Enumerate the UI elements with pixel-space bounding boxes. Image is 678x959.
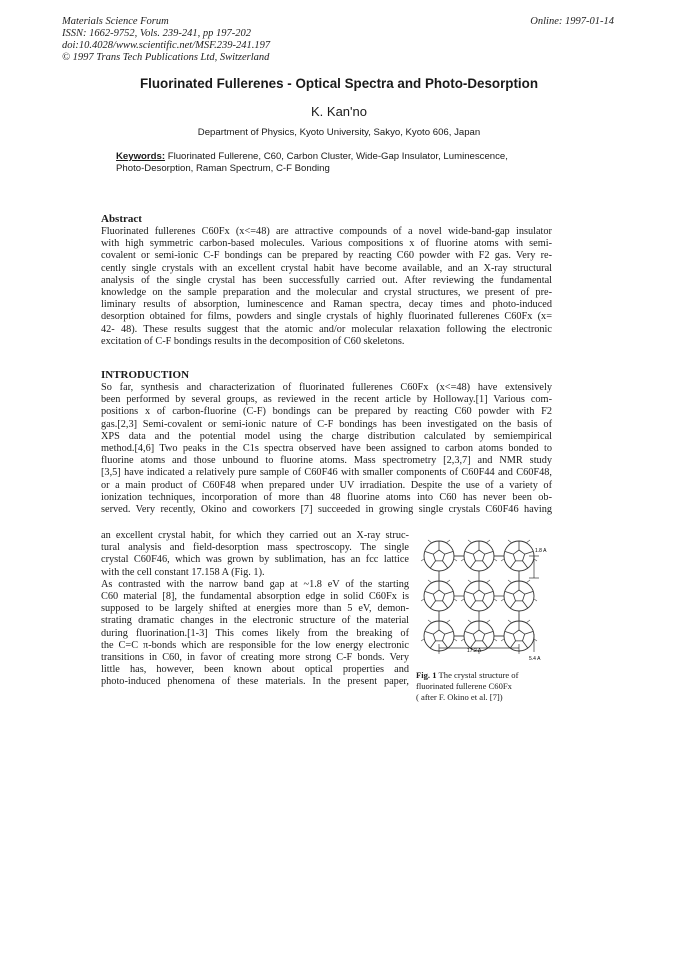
caption-line-2: fluorinated fullerene C60Fx [416, 681, 512, 691]
fcc-lattice-drawing [413, 534, 555, 662]
text-line: Fluorinated fullerenes C60Fx (x<=48) are attractive compounds of a novel wide-band-gap insulator [101, 226, 552, 237]
text-line: during fluorination.[1-3] This comes likely from the breaking of [101, 627, 409, 639]
keywords-line-1: Fluorinated Fullerene, C60, Carbon Cluster, Wide-Gap Insulator, Luminescence, [167, 151, 508, 162]
journal-header [62, 16, 270, 64]
copyright-line: © 1997 Trans Tech Publications Ltd, Switzerland [62, 52, 270, 63]
text-line: desorption obtained for films, powders and single crystals of highly fluorinated fullerenes C60Fx (x= [101, 311, 552, 323]
text-line: method.[4,6] Two peaks in the C1s spectra observed have been assigned to carbon atoms bonded to [101, 442, 552, 454]
dimension-label-b: 17.2 A [467, 648, 482, 654]
online-date: Online: 1997-01-14 [530, 16, 614, 27]
text-line: So far, synthesis and characterization of fluorinated fullerenes C60Fx (x<=48) have extensively [101, 382, 552, 393]
abstract-heading: Abstract [101, 213, 142, 225]
text-line: gas.[2,3] Semi-covalent or semi-ionic nature of C-F bondings has been investigated on the basis of [101, 418, 552, 430]
keywords-label: Keywords: [116, 151, 166, 162]
introduction-wrap-body [101, 530, 409, 688]
dimension-label-c: 5.4 A [529, 656, 541, 662]
text-line: analysis of the single crystal has been successfully carried out. After reviewing the fundamental [101, 274, 552, 286]
caption-line-3: ( after F. Okino et al. [7]) [416, 692, 503, 702]
abstract-body [101, 226, 552, 348]
text-line: knowledge on the sample preparation and the molecular and crystal structures, we present of pre- [101, 286, 552, 298]
text-line: 42- 48). These results suggest that the atomic and/or molecular relaxation following the electronic [101, 323, 552, 335]
paper-title: Fluorinated Fullerenes - Optical Spectra and Photo-Desorption [139, 76, 539, 91]
text-line: XPS data and the potential model using the charge distribution calculated by semiempirical [101, 430, 552, 442]
crystal-structure-figure [413, 534, 555, 662]
text-line: strating dramatic changes in the electronic structure of the material [101, 615, 409, 627]
figure-caption [416, 670, 558, 703]
text-line: tural analysis and field-desorption mass spectroscopy. The single [101, 542, 409, 554]
keywords-line-2: Photo-Desorption, Raman Spectrum, C-F Bonding [116, 163, 330, 174]
text-line: or a main product of C60F48 when prepared under UV irradiation. Despite the use of a variety of [101, 479, 552, 491]
author-name: K. Kan'no [311, 104, 367, 119]
text-line: with the cell constant 17.158 A (Fig. 1). [101, 566, 265, 578]
text-line: liminary results of absorption, luminescence and Raman spectra, decay times and photo-induced [101, 299, 552, 311]
dimension-label-a: 1.8 A [535, 548, 547, 554]
journal-name: Materials Science Forum [62, 16, 169, 27]
text-line: the C=C π-bonds which are responsible for the low energy electronic [101, 639, 409, 651]
text-line: cently single crystals with an excellent crystal habit have become available, and an X-ray structural [101, 262, 552, 274]
text-line: with high symmetric carbon-based molecules. Various compositions x of fluorine atoms with semi- [101, 238, 552, 250]
introduction-heading: INTRODUCTION [101, 369, 190, 381]
text-line: ionization techniques, incorporation of more than 48 fluorine atoms into C60 has never been ob- [101, 491, 552, 503]
text-line: an excellent crystal habit, for which they carried out an X-ray struc- [101, 530, 409, 541]
text-line: crystal C60F46, which was grown by sublimation, has an fcc lattice [101, 554, 409, 566]
issn-line: ISSN: 1662-9752, Vols. 239-241, pp 197-202 [62, 28, 251, 39]
text-line: positions x of carbon-fluorine (C-F) bondings can be prepared by reacting C60 powder with F2 [101, 406, 552, 418]
text-line: served. Very recently, Okino and coworkers [7] succeeded in growing single crystals C60F46 having [101, 503, 552, 515]
introduction-body [101, 382, 552, 516]
doi-line[interactable]: doi:10.4028/www.scientific.net/MSF.239-241.197 [62, 40, 271, 51]
figure-label: Fig. 1 [416, 670, 437, 680]
text-line: excitation of C-F bondings results in the decomposition of C60 skeletons. [101, 335, 405, 347]
text-line: photo-induced phenomena of these materials. In the present paper, [101, 676, 409, 688]
caption-line-1: The crystal structure of [438, 670, 519, 680]
text-line: little has, however, been known about optical properties and [101, 664, 409, 676]
text-line: C60 material [8], the fundamental absorption edge in solid C60Fx is [101, 590, 409, 602]
keywords-block [116, 151, 556, 175]
text-line: As contrasted with the narrow band gap at ~1.8 eV of the starting [101, 578, 409, 590]
text-line: fluorine atoms and those unbound to fluorine atoms. Mass spectrometry [2,3,7] and NMR study [101, 455, 552, 467]
text-line: been performed by several groups, as reviewed in the recent article by Holloway.[1] Various com- [101, 394, 552, 406]
text-line: [3,5] have indicated a relatively pure sample of C60F46 with smaller components of C60F44 and C60F48, [101, 467, 552, 479]
text-line: covalent or semi-ionic C-F bondings can be prepared by reacting C60 powder with F2 gas. Very re- [101, 250, 552, 262]
text-line: supposed to be largely shifted at energies more than 5 eV, demon- [101, 603, 409, 615]
affiliation: Department of Physics, Kyoto University, Sakyo, Kyoto 606, Japan [197, 127, 481, 138]
text-line: transitions in C60, in favor of creating more strong C-F bonds. Very [101, 651, 409, 663]
